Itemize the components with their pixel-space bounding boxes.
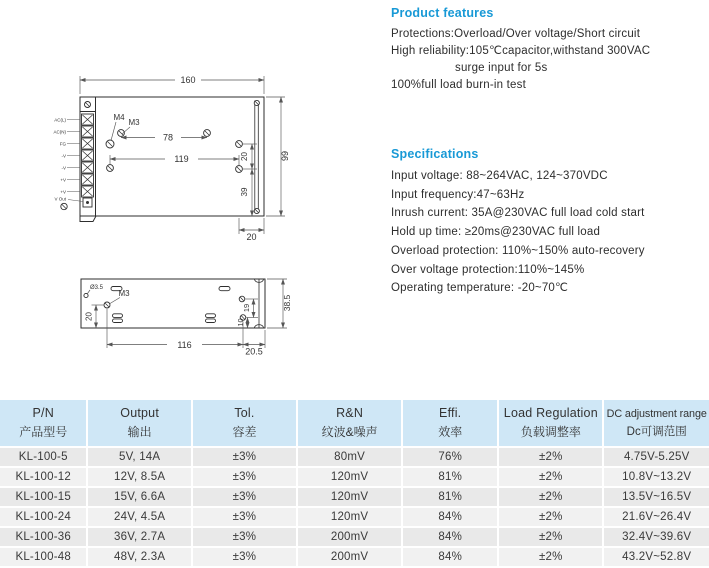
table-cell: KL-100-5	[0, 448, 86, 466]
terminal-label: AC(N)	[53, 129, 66, 135]
terminal-label: FG	[59, 141, 66, 147]
table-cell: 120mV	[298, 488, 401, 506]
dim-hole-span: 116	[177, 339, 192, 350]
dim-right-lower-side: 10	[236, 318, 245, 327]
column-header: Output 输出	[88, 400, 190, 446]
spec-table-body	[0, 448, 709, 566]
terminal-label: +V	[60, 189, 66, 195]
side-view	[81, 279, 292, 357]
spec-line: Overload protection: 110%~150% auto-recovery	[391, 244, 645, 257]
table-cell: KL-100-15	[0, 488, 86, 506]
feature-line: Protections:Overload/Over voltage/Short circuit	[391, 28, 641, 40]
table-cell: 80mV	[298, 448, 401, 466]
spec-line: Inrush current: 35A@230VAC full load cold start	[391, 207, 645, 220]
table-row	[0, 468, 709, 486]
top-view	[54, 75, 291, 242]
spec-line: Over voltage protection:110%~145%	[391, 263, 585, 276]
vadj-terminal	[54, 197, 92, 210]
table-cell: 81%	[403, 468, 497, 486]
table-cell: ±3%	[193, 528, 296, 546]
dim-right-upper-side: 19	[242, 303, 251, 313]
table-cell: 13.5V~16.5V	[604, 488, 709, 506]
dim-side-height: 38.5	[282, 294, 292, 312]
screw-callout-m3: M3	[128, 118, 140, 127]
feature-line: 100%full load burn-in test	[391, 79, 526, 91]
screw-callout-m4: M4	[113, 113, 125, 122]
table-cell: 12V, 8.5A	[88, 468, 190, 486]
specifications-section	[391, 147, 709, 298]
table-cell: ±2%	[499, 528, 602, 546]
dim-right-upper: 20	[240, 152, 249, 161]
table-cell: ±3%	[193, 448, 296, 466]
table-cell: ±3%	[193, 488, 296, 506]
table-cell: 5V, 14A	[88, 448, 190, 466]
terminal-label: -V	[61, 165, 66, 171]
feature-line: High reliability:105℃capacitor,withstand 300VAC	[391, 45, 651, 57]
column-header: Load Regulation 负载调整率	[499, 400, 602, 446]
mounting-holes	[106, 130, 242, 173]
product-features-section	[391, 6, 709, 94]
table-cell: 120mV	[298, 508, 401, 526]
corner-screw-icons	[85, 100, 260, 213]
table-cell: 32.4V~39.6V	[604, 528, 709, 546]
table-cell: KL-100-48	[0, 548, 86, 566]
table-cell: ±3%	[193, 508, 296, 526]
table-cell: KL-100-24	[0, 508, 86, 526]
feature-line: surge input for 5s	[455, 62, 548, 74]
table-cell: ±3%	[193, 468, 296, 486]
terminal-block	[54, 114, 94, 197]
table-cell: ±2%	[499, 488, 602, 506]
table-cell: 200mV	[298, 528, 401, 546]
terminal-label: AC(L)	[54, 117, 66, 123]
specifications-title: Specifications	[391, 147, 479, 161]
table-cell: 84%	[403, 508, 497, 526]
table-cell: KL-100-12	[0, 468, 86, 486]
spec-line: Hold up time: ≥20ms@230VAC full load	[391, 226, 601, 239]
table-cell: 36V, 2.7A	[88, 528, 190, 546]
features-lines	[391, 26, 709, 94]
terminal-label: V Out	[54, 196, 66, 202]
screw-callout-m3-side: M3	[118, 289, 130, 298]
specs-lines	[391, 167, 709, 298]
table-cell: 48V, 2.3A	[88, 548, 190, 566]
table-row	[0, 548, 709, 566]
table-cell: 10.8V~13.2V	[604, 468, 709, 486]
terminal-label: +V	[60, 177, 66, 183]
table-cell: 15V, 6.6A	[88, 488, 190, 506]
table-cell: ±2%	[499, 448, 602, 466]
features-title: Product features	[391, 6, 494, 20]
dim-left-offset: 20	[84, 312, 94, 321]
column-header: R&N 纹波&噪声	[298, 400, 401, 446]
table-cell: 24V, 4.5A	[88, 508, 190, 526]
spec-line: Operating temperature: -20~70℃	[391, 282, 569, 295]
table-cell: 4.75V-5.25V	[604, 448, 709, 466]
table-cell: ±3%	[193, 548, 296, 566]
table-cell: ±2%	[499, 468, 602, 486]
column-header: DC adjustment range Dc可调范围	[604, 400, 709, 446]
table-cell: 21.6V~26.4V	[604, 508, 709, 526]
table-cell: ±2%	[499, 548, 602, 566]
dim-bottom-span: 119	[174, 154, 189, 164]
dim-right-span: 20.5	[245, 346, 263, 357]
dim-bottom-right: 20	[246, 232, 257, 242]
table-cell: 43.2V~52.8V	[604, 548, 709, 566]
table-cell: 84%	[403, 528, 497, 546]
table-cell: 76%	[403, 448, 497, 466]
table-cell: KL-100-36	[0, 528, 86, 546]
table-cell: 84%	[403, 548, 497, 566]
table-cell: 81%	[403, 488, 497, 506]
table-row	[0, 528, 709, 546]
spec-table	[0, 398, 709, 568]
side-mounting-holes	[84, 293, 246, 320]
table-row	[0, 488, 709, 506]
dim-width: 160	[180, 75, 196, 85]
table-cell: ±2%	[499, 508, 602, 526]
table-cell: 120mV	[298, 468, 401, 486]
dim-height: 99	[280, 150, 290, 162]
hole-dia-callout: Ø3.5	[90, 285, 104, 291]
table-header-row	[0, 400, 709, 446]
dim-right-lower: 39	[240, 187, 249, 197]
spec-line: Input voltage: 88~264VAC, 124~370VDC	[391, 170, 608, 182]
mechanical-drawing	[0, 55, 380, 395]
column-header: P/N 产品型号	[0, 400, 86, 446]
terminal-label: -V	[61, 153, 66, 159]
table-cell: 200mV	[298, 548, 401, 566]
dim-top-span: 78	[162, 132, 174, 143]
column-header: Effi. 效率	[403, 400, 497, 446]
column-header: Tol. 容差	[193, 400, 296, 446]
table-row	[0, 448, 709, 466]
table-row	[0, 508, 709, 526]
spec-line: Input frequency:47~63Hz	[391, 188, 525, 201]
